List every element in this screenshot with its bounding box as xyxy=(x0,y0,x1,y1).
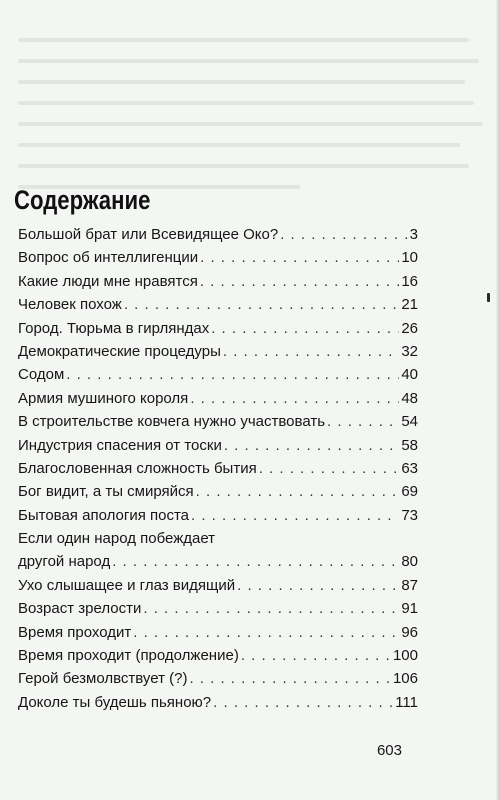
toc-entry-title: Демократические процедуры xyxy=(18,342,221,360)
toc-entry xyxy=(18,600,418,623)
toc-entry xyxy=(18,437,418,460)
toc-entry-page: 100 xyxy=(392,647,418,665)
dot-leader xyxy=(224,437,399,454)
dot-leader xyxy=(237,577,399,594)
toc-entry xyxy=(18,507,418,530)
toc-entry-page: 106 xyxy=(392,670,418,688)
toc-entry-title: Благословенная сложность бытия xyxy=(18,459,257,477)
toc-entry-title: Время проходит xyxy=(18,623,132,641)
toc-entry xyxy=(18,694,418,717)
toc-entry-title: Бытовая апология поста xyxy=(18,506,189,524)
dot-leader xyxy=(66,366,399,383)
toc-entry-page: 26 xyxy=(401,319,418,337)
table-of-contents xyxy=(18,226,418,717)
toc-entry-page: 69 xyxy=(401,483,418,501)
dot-leader xyxy=(259,460,400,477)
dot-leader xyxy=(189,670,391,687)
toc-entry xyxy=(18,390,418,413)
toc-entry xyxy=(18,483,418,506)
dot-leader xyxy=(196,483,400,500)
toc-entry xyxy=(18,670,418,693)
toc-entry-page: 96 xyxy=(401,623,418,641)
toc-entry-title: Бог видит, а ты смиряйся xyxy=(18,483,194,501)
toc-entry-page: 48 xyxy=(401,389,418,407)
toc-entry-title: Ухо слышащее и глаз видящий xyxy=(18,576,236,594)
toc-entry xyxy=(18,320,418,343)
toc-entry xyxy=(18,647,418,670)
dot-leader xyxy=(112,553,399,570)
toc-entry-page: 10 xyxy=(401,249,418,267)
toc-entry-page: 54 xyxy=(401,413,418,431)
dot-leader xyxy=(200,273,399,290)
dot-leader xyxy=(223,343,399,360)
toc-entry-title: Индустрия спасения от тоски xyxy=(18,436,222,454)
toc-entry-page: 73 xyxy=(401,506,418,524)
dot-leader xyxy=(280,226,407,243)
dot-leader xyxy=(241,647,391,664)
toc-entry xyxy=(18,577,418,600)
toc-entry-page: 3 xyxy=(409,226,418,243)
toc-entry-title: Армия мушиного короля xyxy=(18,389,189,407)
toc-entry-title: Вопрос об интеллигенции xyxy=(18,249,199,267)
toc-entry xyxy=(18,226,418,249)
toc-entry-title: Время проходит (продолжение) xyxy=(18,647,239,665)
dot-leader xyxy=(191,507,399,524)
dot-leader xyxy=(213,694,393,711)
toc-entry-page: 80 xyxy=(401,553,418,571)
toc-entry-page: 111 xyxy=(395,693,418,711)
dot-leader xyxy=(143,600,399,617)
toc-entry xyxy=(18,413,418,436)
toc-entry-title: другой народ xyxy=(18,553,111,571)
toc-entry xyxy=(18,624,418,647)
toc-entry xyxy=(18,366,418,389)
toc-entry-title: Возраст зрелости xyxy=(18,600,142,618)
toc-entry-title: Какие люди мне нравятся xyxy=(18,272,198,290)
toc-entry-title: Герой безмолвствует (?) xyxy=(18,670,188,688)
page-number: 603 xyxy=(376,742,402,759)
contents-heading: Содержание xyxy=(14,185,151,215)
toc-entry xyxy=(18,343,418,366)
toc-entry-title: В строительстве ковчега нужно участвовать xyxy=(18,413,326,431)
toc-entry-page: 32 xyxy=(401,342,418,360)
dot-leader xyxy=(327,413,399,430)
toc-entry-page: 63 xyxy=(401,459,418,477)
margin-mark xyxy=(487,293,490,302)
toc-entry xyxy=(18,296,418,319)
dot-leader xyxy=(190,390,399,407)
dot-leader xyxy=(133,624,399,641)
toc-entry-first-line xyxy=(18,530,418,553)
toc-entry xyxy=(18,460,418,483)
toc-entry xyxy=(18,553,418,576)
toc-entry xyxy=(18,273,418,296)
toc-entry-title: Человек похож xyxy=(18,296,122,314)
dot-leader xyxy=(200,249,399,266)
toc-entry-title: Доколе ты будешь пьяною? xyxy=(18,693,212,711)
toc-entry-title: Город. Тюрьма в гирляндах xyxy=(18,319,210,337)
dot-leader xyxy=(211,320,399,337)
toc-entry-page: 21 xyxy=(401,296,418,314)
toc-entry xyxy=(18,249,418,272)
toc-entry-title: Содом xyxy=(18,366,65,384)
toc-entry-page: 16 xyxy=(401,272,418,290)
toc-entry-page: 87 xyxy=(401,576,418,594)
toc-entry-title: Если один народ побеждает xyxy=(18,530,216,548)
toc-entry-page: 40 xyxy=(401,366,418,384)
page-edge-shadow xyxy=(496,0,500,800)
dot-leader xyxy=(124,296,399,313)
toc-entry-page: 91 xyxy=(401,600,418,618)
toc-entry-page: 58 xyxy=(401,436,418,454)
toc-entry-title: Большой брат или Всевидящее Око? xyxy=(18,226,279,243)
